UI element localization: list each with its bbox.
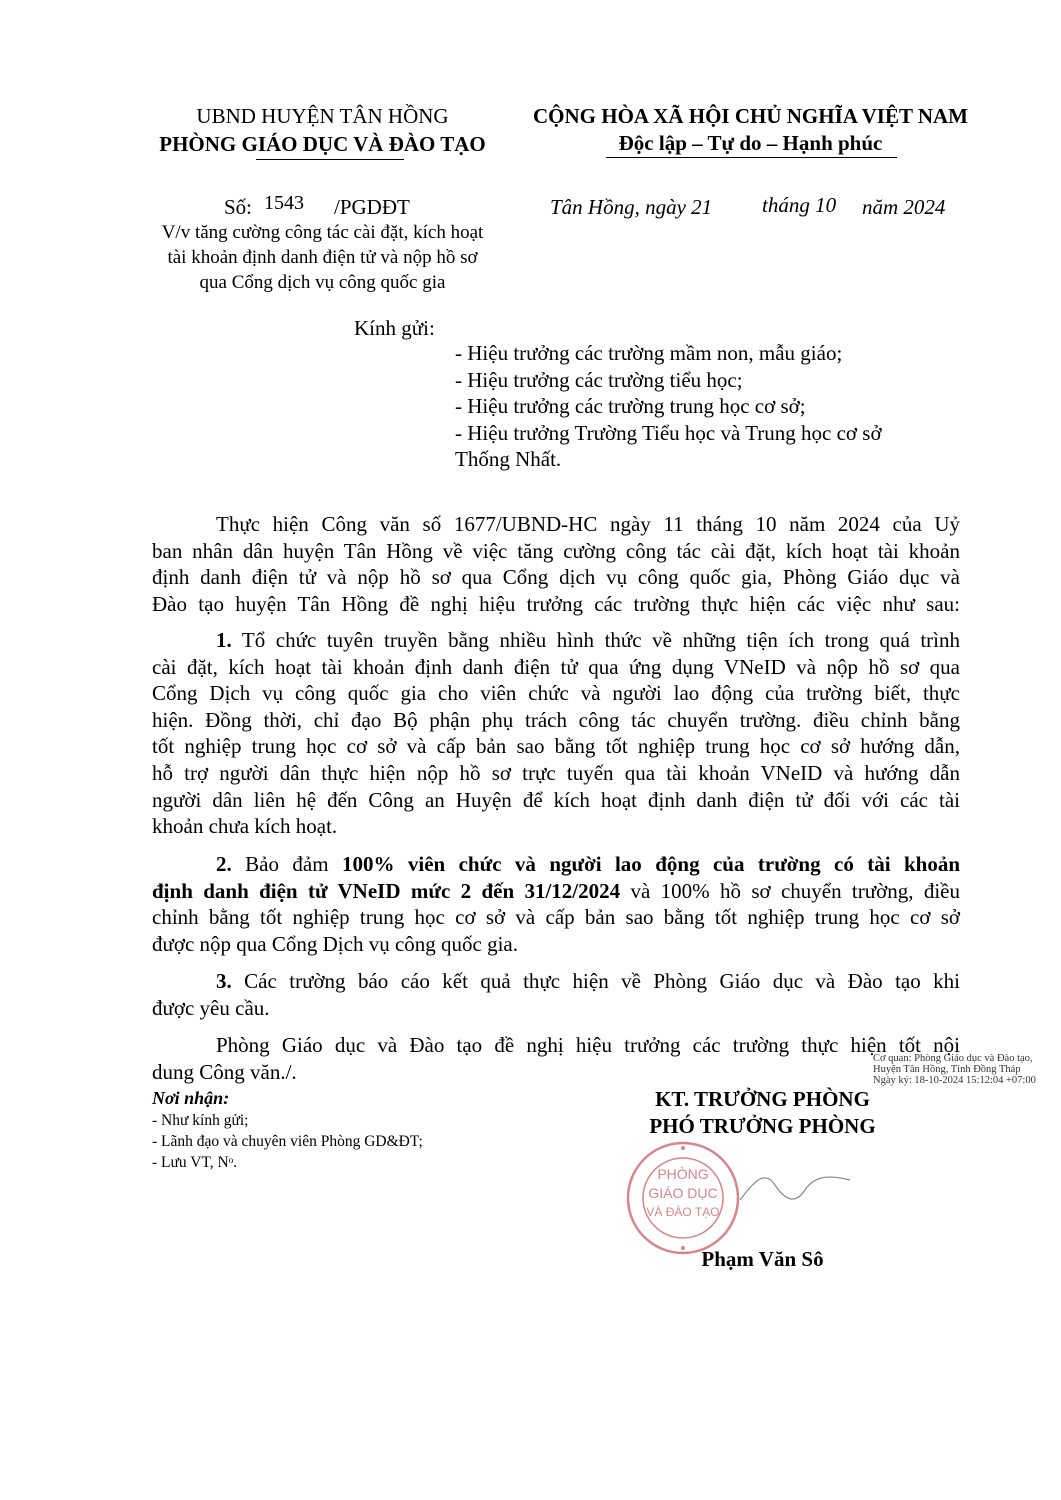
item2-paragraph <box>152 851 960 957</box>
signer-name: Phạm Văn Sô <box>701 1247 824 1271</box>
intro-line: định danh điện tử và nộp hồ sơ qua Cổng dịch vụ công quốc gia, Phòng Giáo dục và <box>152 565 960 590</box>
item2-line4: được nộp qua Cổng Dịch vụ công quốc gia. <box>152 931 519 956</box>
closing-line2: dung Công văn./. <box>152 1059 297 1084</box>
handwritten-signature <box>735 1160 855 1210</box>
item1-line: hỗ trợ người dân thực hiện nộp hồ sơ trực tuyến qua tài khoản VNeID và hướng dẫn <box>152 760 960 785</box>
motto-underline <box>606 157 897 158</box>
addressee-item: Thống Nhất. <box>455 447 562 471</box>
item1-line: tốt nghiệp trung học cơ sở và cấp bản sao bằng tốt nghiệp trung học cơ sở hướng dẫn, <box>152 734 960 759</box>
recipient-item: - Lãnh đạo và chuyên viên Phòng GD&ĐT; <box>152 1133 423 1150</box>
recipient-item: - Lưu VT, Nᵒ. <box>152 1154 238 1171</box>
subject-line1: V/v tăng cường công tác cài đặt, kích hoạt <box>161 222 484 243</box>
item1-number: 1. <box>216 628 232 652</box>
date-place-day: Tân Hồng, ngày 21 <box>550 195 713 219</box>
date-month: tháng 10 <box>762 193 837 217</box>
nation-title: CỘNG HÒA XÃ HỘI CHỦ NGHĨA VIỆT NAM <box>532 104 969 128</box>
addressee-item: - Hiệu trưởng Trường Tiểu học và Trung học cơ sở <box>455 420 882 445</box>
org-line1: UBND HUYỆN TÂN HỒNG <box>196 104 449 128</box>
stamp-text: PHÒNG GIÁO DỤC VÀ ĐÀO TẠO <box>646 1166 720 1219</box>
item1-line: hiện. Đồng thời, chỉ đạo Bộ phận phụ trách công tác chuyển trường. điều chỉnh bằng <box>152 707 960 732</box>
item1-line: khoản chưa kích hoạt. <box>152 814 338 839</box>
item3-line2: được yêu cầu. <box>152 995 270 1020</box>
item1-line: Cổng Dịch vụ công quốc gia cho viên chức và người lao động của trường biết, thực <box>152 681 960 706</box>
item2-line1: 2. Bảo đảm 100% viên chức và người lao động của trường có tài khoản <box>216 852 961 876</box>
intro-paragraph <box>152 511 960 617</box>
recipients-list <box>152 1110 423 1173</box>
date-year: năm 2024 <box>862 195 946 219</box>
subject-line2: tài khoản định danh điện tử và nộp hồ sơ <box>167 247 478 268</box>
official-stamp <box>625 1140 741 1256</box>
addressee-item: - Hiệu trưởng các trường mầm non, mẫu giáo; <box>455 341 843 365</box>
item1-line: người dân liên hệ đến Công an Huyện để kích hoạt định danh điện tử đối với các tài <box>152 787 960 812</box>
intro-line: Thực hiện Công văn số 1677/UBND-HC ngày 11 tháng 10 năm 2024 của Uỷ <box>216 512 960 536</box>
signer-title1: KT. TRƯỞNG PHÒNG <box>655 1087 870 1111</box>
motto: Độc lập – Tự do – Hạnh phúc <box>618 131 883 155</box>
digital-signature-info: Cơ quan: Phòng Giáo dục và Đào tạo, Huyện Tân Hồng, Tỉnh Đồng Tháp Ngày ký: 18-10-2024 15:12:04 +07:00 <box>873 1053 1036 1086</box>
item1-line1: 1. Tổ chức tuyên truyền bằng nhiều hình thức về những tiện ích trong quá trình <box>216 628 960 652</box>
item1-paragraph <box>152 627 960 840</box>
subject-line3: qua Cổng dịch vụ công quốc gia <box>199 272 446 293</box>
intro-line: Đào tạo huyện Tân Hồng đề nghị hiệu trưởng các trường thực hiện các việc như sau: <box>152 591 960 616</box>
addressee-list <box>455 340 882 473</box>
addressee-item: - Hiệu trưởng các trường trung học cơ sở; <box>455 394 806 418</box>
org-line2: PHÒNG GIÁO DỤC VÀ ĐÀO TẠO <box>159 132 486 156</box>
item2-line3: chỉnh bằng tốt nghiệp trung học cơ sở và cấp bản sao bằng tốt nghiệp trung học cơ sở <box>152 905 960 930</box>
number-suffix: /PGDĐT <box>334 195 410 219</box>
number-value: 1543 <box>264 192 304 214</box>
number-label: Số: <box>224 195 253 219</box>
item3-paragraph <box>152 968 960 1021</box>
addressee-label: Kính gửi: <box>354 316 435 340</box>
signer-title2: PHÓ TRƯỞNG PHÒNG <box>649 1114 876 1138</box>
item3-line1: 3. Các trường báo cáo kết quả thực hiện về Phòng Giáo dục và Đào tạo khi <box>216 969 960 993</box>
item1-line: cài đặt, kích hoạt tài khoản định danh điện tử qua ứng dụng VNeID và nộp hồ sơ qua <box>152 654 960 679</box>
intro-line: ban nhân dân huyện Tân Hồng về việc tăng cường công tác cài đặt, kích hoạt tài khoản <box>152 538 960 563</box>
recipient-item: - Như kính gửi; <box>152 1112 249 1129</box>
subject <box>130 220 515 295</box>
closing-line1: Phòng Giáo dục và Đào tạo đề nghị hiệu trưởng các trường thực hiện tốt nội <box>216 1033 960 1057</box>
closing-paragraph <box>152 1032 960 1085</box>
org-underline <box>256 159 404 160</box>
addressee-item: - Hiệu trưởng các trường tiểu học; <box>455 367 743 392</box>
recipients-label: Nơi nhận: <box>152 1088 230 1108</box>
item2-line2: định danh điện tử VNeID mức 2 đến 31/12/2024 và 100% hồ sơ chuyển trường, điều <box>152 878 960 903</box>
